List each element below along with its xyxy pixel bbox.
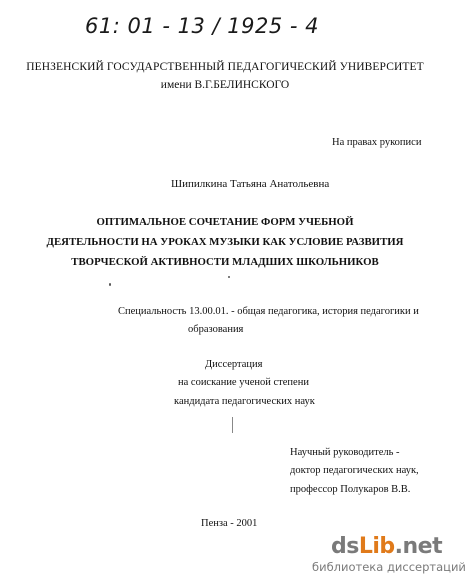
- logo-lib: Lib: [358, 534, 395, 559]
- supervisor-degree: доктор педагогических наук,: [290, 465, 419, 476]
- dissertation-label: Диссертация: [205, 359, 263, 370]
- university-named-after: имени В.Г.БЕЛИНСКОГО: [160, 79, 290, 91]
- university-name: ПЕНЗЕНСКИЙ ГОСУДАРСТВЕННЫЙ ПЕДАГОГИЧЕСКИЙ УНИВЕРСИТЕТ: [26, 61, 424, 73]
- logo-net: .net: [394, 534, 443, 559]
- title-line-1: ОПТИМАЛЬНОЕ СОЧЕТАНИЕ ФОРМ УЧЕБНОЙ: [96, 216, 354, 228]
- specialty-line-1: Специальность 13.00.01. - общая педагогика, история педагогики и: [118, 306, 419, 317]
- dslib-logo: [331, 534, 442, 559]
- title-line-3: ТВОРЧЕСКОЙ АКТИВНОСТИ МЛАДШИХ ШКОЛЬНИКОВ: [71, 256, 379, 268]
- rights-notice: На правах рукописи: [332, 137, 422, 148]
- specialty-line-2: образования: [188, 324, 244, 335]
- logo-ds: ds: [331, 534, 359, 559]
- degree-name: кандидата педагогических наук: [174, 396, 315, 407]
- scan-mark: [232, 417, 233, 433]
- dslib-subtitle: библиотека диссертаций: [312, 560, 466, 574]
- supervisor-label: Научный руководитель -: [290, 447, 400, 458]
- title-line-2: ДЕЯТЕЛЬНОСТИ НА УРОКАХ МУЗЫКИ КАК УСЛОВИЕ РАЗВИТИЯ: [46, 236, 404, 248]
- place-year: Пенза - 2001: [201, 518, 258, 529]
- author-name: Шипилкина Татьяна Анатольевна: [171, 178, 330, 190]
- degree-line: на соискание ученой степени: [178, 377, 309, 388]
- scan-speck: [109, 283, 111, 286]
- scan-speck: [228, 276, 230, 278]
- supervisor-name: профессор Полукаров В.В.: [290, 484, 411, 495]
- handwritten-catalog-code: 61: 01 - 13 / 1925 - 4: [85, 14, 320, 38]
